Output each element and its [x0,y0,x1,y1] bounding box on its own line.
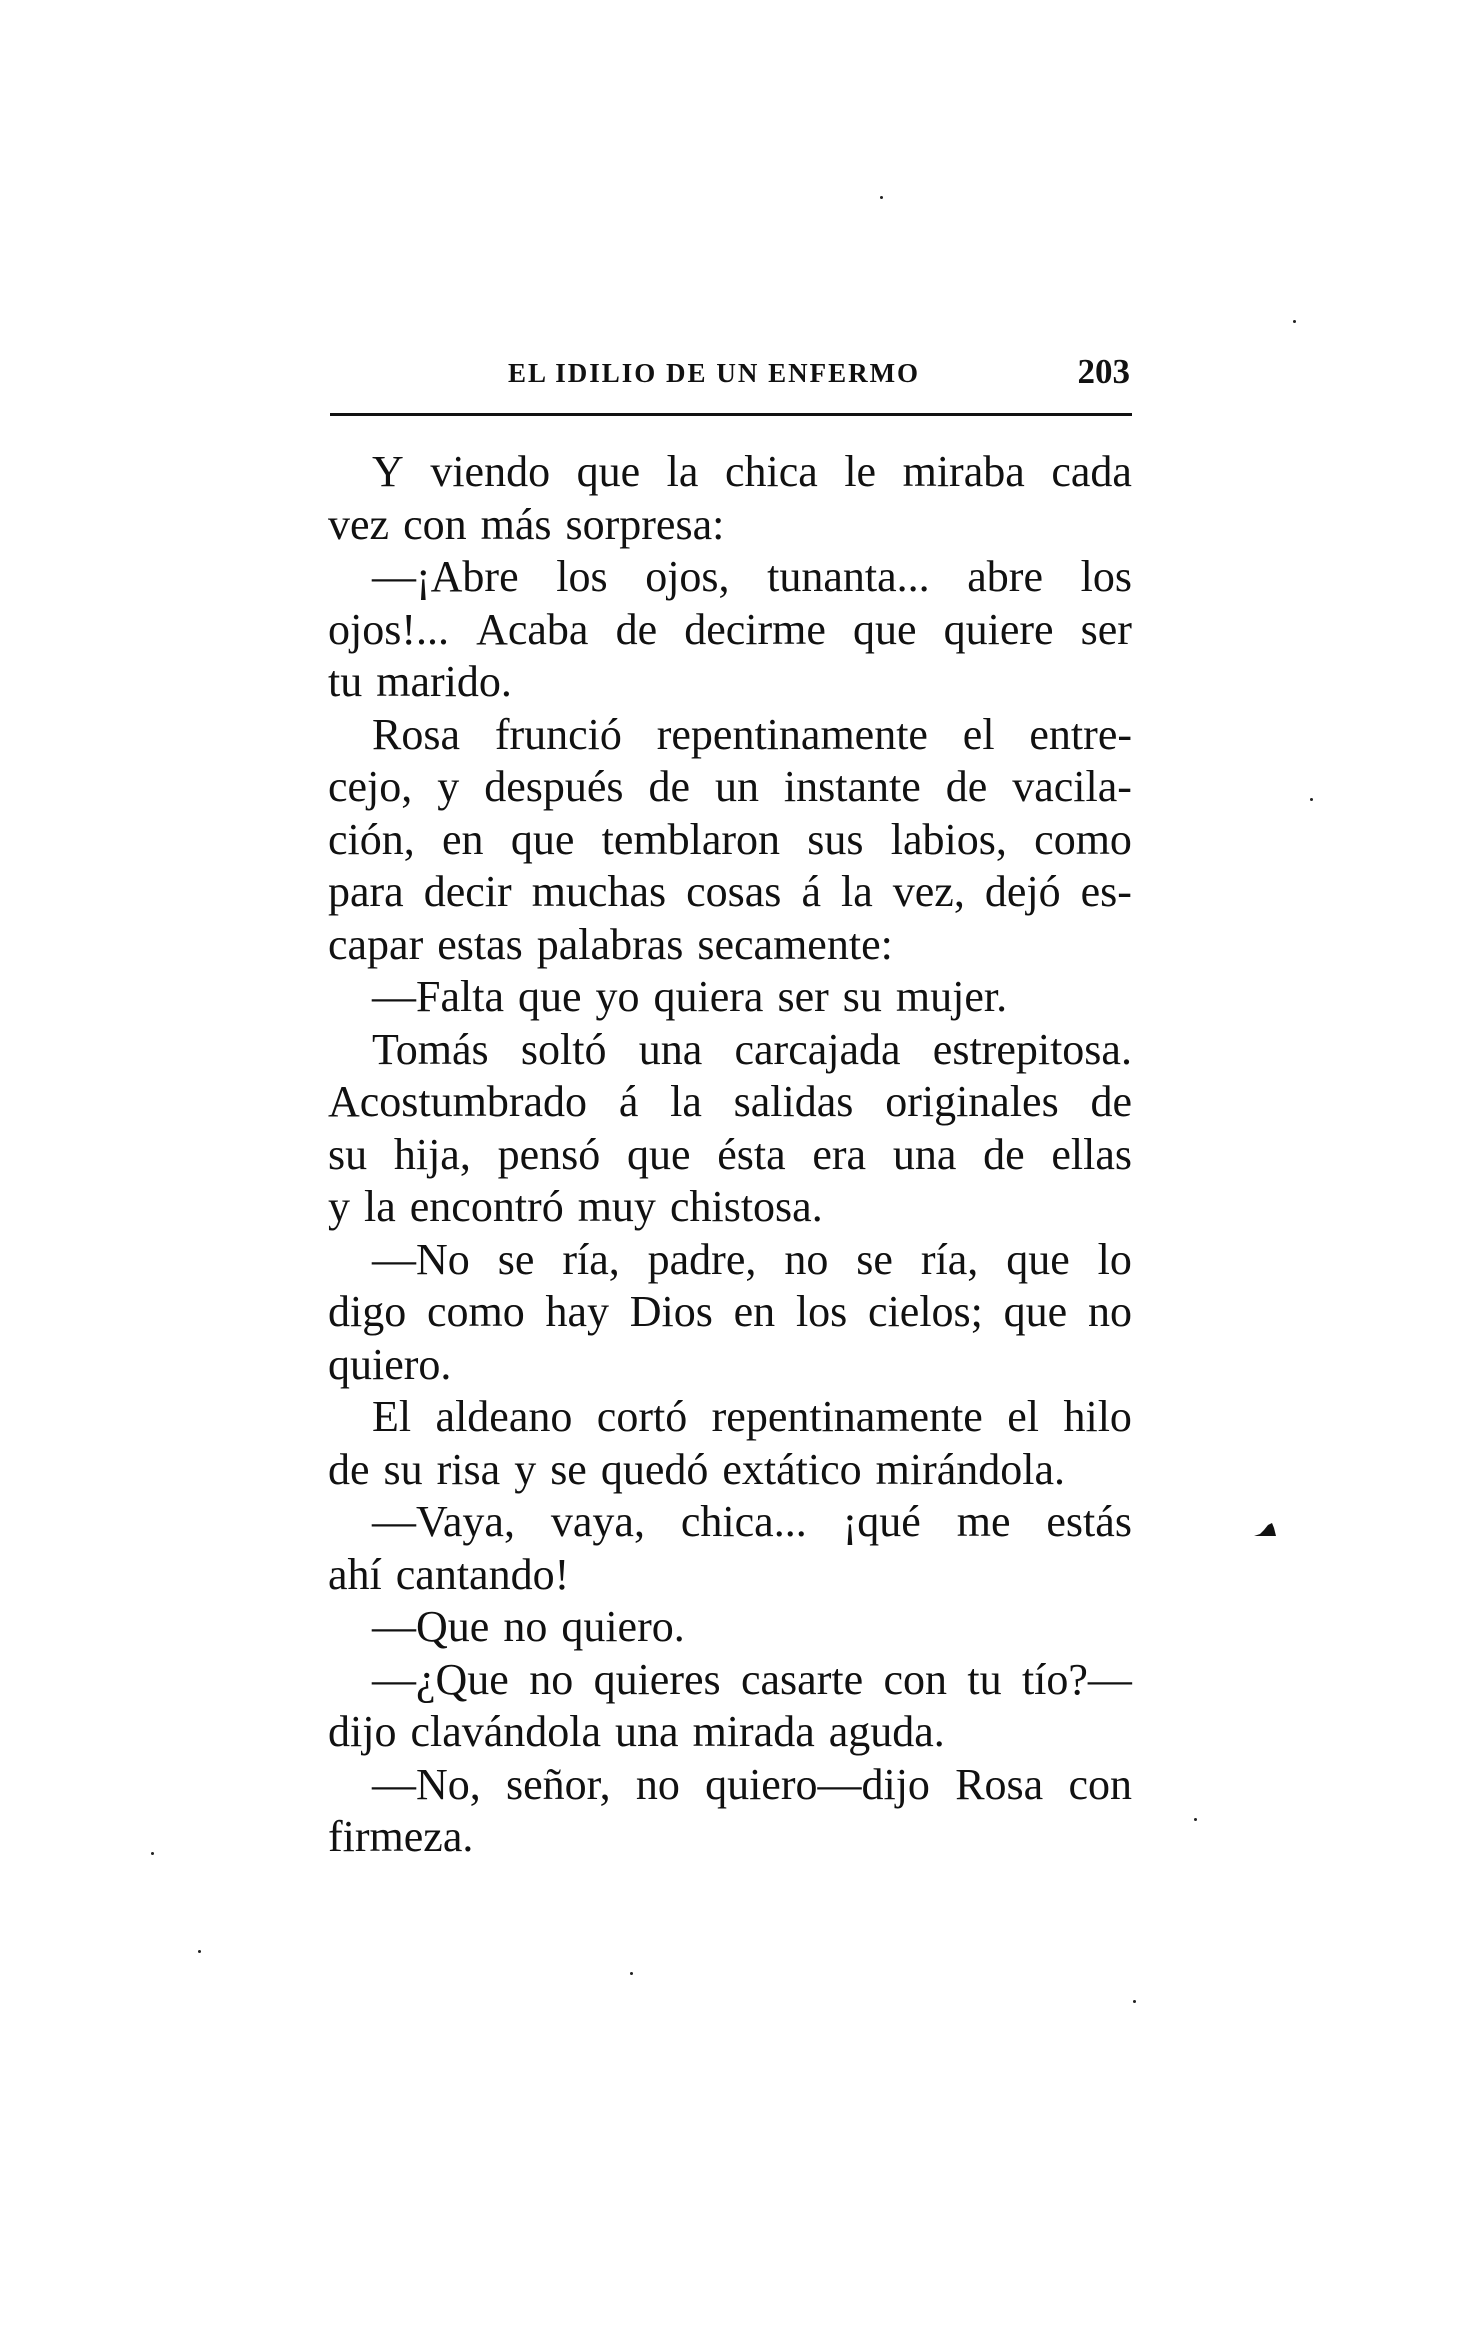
running-title: EL IDILIO DE UN ENFERMO [508,358,921,388]
text-line [328,1181,1132,1234]
word: que [576,447,641,496]
text-line [328,814,1132,867]
speck [151,1852,154,1855]
page-number: 203 [1077,352,1130,391]
word: tío?— [1021,1654,1132,1704]
word: su [383,1444,423,1494]
word: —Que [372,1602,490,1651]
word: Rosa [372,709,460,759]
word: una [615,1707,679,1756]
text-line [328,866,1132,919]
speck [198,1950,201,1953]
text-line [328,709,1132,762]
word: muchas [531,867,667,916]
word: la [840,867,873,916]
word: chica... [680,1497,807,1546]
text-line [328,971,1132,1024]
text-line [328,499,1132,552]
word: la [666,447,699,496]
word: quiero—dijo [705,1759,930,1809]
word: dejó [984,867,1061,916]
word: padre, [647,1234,757,1284]
word: secamente: [697,919,893,969]
word: no [529,1654,574,1704]
word: digo [328,1287,407,1336]
word: ojos, [645,552,730,601]
word: —Falta [372,972,504,1021]
text-line [328,604,1132,657]
word: cada [1051,447,1132,496]
word: no [784,1234,829,1284]
word: no [635,1759,680,1809]
word: en [442,814,484,864]
word: y [328,1182,350,1231]
text-line [328,1391,1132,1444]
word: dijo [328,1707,397,1756]
text-line [328,1286,1132,1339]
word: sorpresa: [565,499,725,549]
text-line [328,1811,1132,1864]
word: labios, [890,814,1007,864]
word: ésta [717,1129,786,1179]
word: no [503,1602,548,1651]
word: de [328,1444,370,1494]
word: y [437,762,460,811]
word: como [1034,814,1132,864]
word: que [1006,1234,1070,1284]
text-line [328,1654,1132,1707]
word: una [638,1024,703,1074]
word: que [1003,1287,1068,1336]
word: de [1090,1077,1132,1126]
word: el [1007,1392,1040,1441]
word: cantando! [395,1549,570,1599]
word: capar [328,919,424,969]
word: cejo, [328,762,413,811]
speck [1194,1818,1197,1821]
word: tu [328,657,363,706]
word: muy [577,1182,656,1231]
speck [630,1972,633,1975]
word: —Vaya, [372,1497,515,1546]
word: temblaron [601,814,781,864]
word: ser [777,972,829,1021]
word: ellas [1051,1129,1132,1179]
word: y [514,1444,537,1494]
word: quieres [593,1654,721,1704]
word: miraba [902,447,1025,496]
word: repentinamente [711,1392,983,1441]
word: marido. [376,657,512,706]
word: ser [1080,604,1132,654]
word: Y [372,447,404,496]
word: pensó [497,1129,601,1179]
ink-blot [1252,1522,1278,1538]
word: en [733,1287,776,1336]
word: ción, [328,814,415,864]
word: estás [1046,1497,1132,1546]
text-line [328,1706,1132,1759]
word: se [497,1234,535,1284]
word: ahí [328,1549,382,1599]
text-line [328,1234,1132,1287]
word: quiero. [561,1602,685,1651]
word: los [1080,552,1132,601]
speck [1310,798,1313,801]
word: con [403,499,467,549]
running-header [328,352,1132,412]
word: cortó [596,1392,688,1441]
word: cielos; [868,1287,983,1336]
word: encontró [409,1182,564,1231]
word: vacila- [1012,762,1132,811]
word: los [795,1287,848,1336]
word: con [1068,1759,1132,1809]
text-line [328,656,1132,709]
word: originales [885,1077,1059,1126]
word: hija, [393,1129,471,1179]
word: abre [967,552,1043,601]
word: mirada [692,1707,815,1756]
word: la [670,1077,702,1126]
word: Dios [629,1287,713,1336]
word: instante [783,762,921,811]
word: quedó [600,1444,709,1494]
speck [1133,2000,1136,2003]
word: estas [437,919,523,969]
word: El [372,1392,412,1441]
word: una [892,1129,957,1179]
word: salidas [733,1077,854,1126]
text-line [328,1076,1132,1129]
word: como [426,1287,525,1336]
word: decirme [684,604,826,654]
word: ¡qué [842,1497,921,1546]
word: chica [724,447,818,496]
word: señor, [506,1759,611,1809]
word: aguda. [828,1707,945,1756]
word: los [556,552,608,601]
word: —¡Abre [372,552,519,601]
speck [880,196,883,199]
word: lo [1097,1234,1132,1284]
word: ría, [562,1234,620,1284]
word: vez, [892,867,965,916]
word: quiere [943,604,1054,654]
word: de [615,604,658,654]
word: de [648,762,690,811]
word: vez [328,499,390,549]
word: quiera [653,972,764,1021]
word: Acaba [476,604,589,654]
word: que [626,1129,691,1179]
text-line [328,1339,1132,1392]
word: tunanta... [767,552,930,601]
word: la [364,1182,396,1231]
word: aldeano [435,1392,573,1441]
word: que [852,604,917,654]
speck [1293,320,1296,323]
word: palabras [536,919,684,969]
word: que [517,972,582,1021]
word: el [962,709,995,759]
body-text [328,446,1132,1864]
word: —No, [372,1759,481,1809]
word: se [550,1444,587,1494]
word: vaya, [550,1497,645,1546]
word: ojos!... [328,604,449,654]
word: á [618,1077,639,1126]
word: más [480,499,552,549]
word: Tomás [372,1024,489,1074]
word: es- [1080,867,1132,916]
word: después [484,762,624,811]
word: firmeza. [328,1812,474,1861]
word: era [812,1129,867,1179]
word: yo [595,972,640,1021]
word: clavándola [410,1707,602,1756]
text-line [328,1024,1132,1077]
word: casarte [740,1654,864,1704]
word: soltó [520,1024,607,1074]
word: —¿Que [372,1654,509,1704]
word: viendo [430,447,551,496]
word: Rosa [955,1759,1044,1809]
text-line [328,1444,1132,1497]
word: de [945,762,988,811]
header-rule [330,413,1132,416]
text-line [328,761,1132,814]
word: se [856,1234,893,1284]
word: risa [436,1444,501,1494]
word: ría, [920,1234,979,1284]
word: frunció [494,709,622,759]
word: sus [807,814,864,864]
word: cosas [686,867,782,916]
word: con [883,1654,947,1704]
word: repentinamente [656,709,928,759]
word: mirándola. [875,1444,1066,1494]
word: un [714,762,759,811]
word: de [983,1129,1025,1179]
word: tu [967,1654,1002,1704]
word: quiero. [328,1339,452,1389]
word: carcajada [734,1024,901,1074]
word: entre- [1029,709,1132,759]
word: —No [372,1234,470,1284]
word: estrepitosa. [932,1024,1132,1074]
word: hilo [1063,1392,1132,1441]
text-line [328,551,1132,604]
word: mujer. [895,972,1008,1021]
word: su [842,972,882,1021]
word: para [328,867,404,916]
text-line [328,919,1132,972]
text-line [328,1129,1132,1182]
word: chistosa. [669,1182,823,1231]
word: me [956,1497,1011,1546]
word: no [1087,1287,1132,1336]
text-line [328,446,1132,499]
text-line [328,1759,1132,1812]
word: á [801,867,821,916]
text-line [328,1496,1132,1549]
text-line [328,1601,1132,1654]
word: su [328,1129,368,1179]
text-line [328,1549,1132,1602]
word: que [510,814,575,864]
word: extático [722,1444,862,1494]
word: le [844,447,877,496]
word: decir [423,867,512,916]
word: hay [545,1287,610,1336]
word: Acostumbrado [328,1077,588,1126]
